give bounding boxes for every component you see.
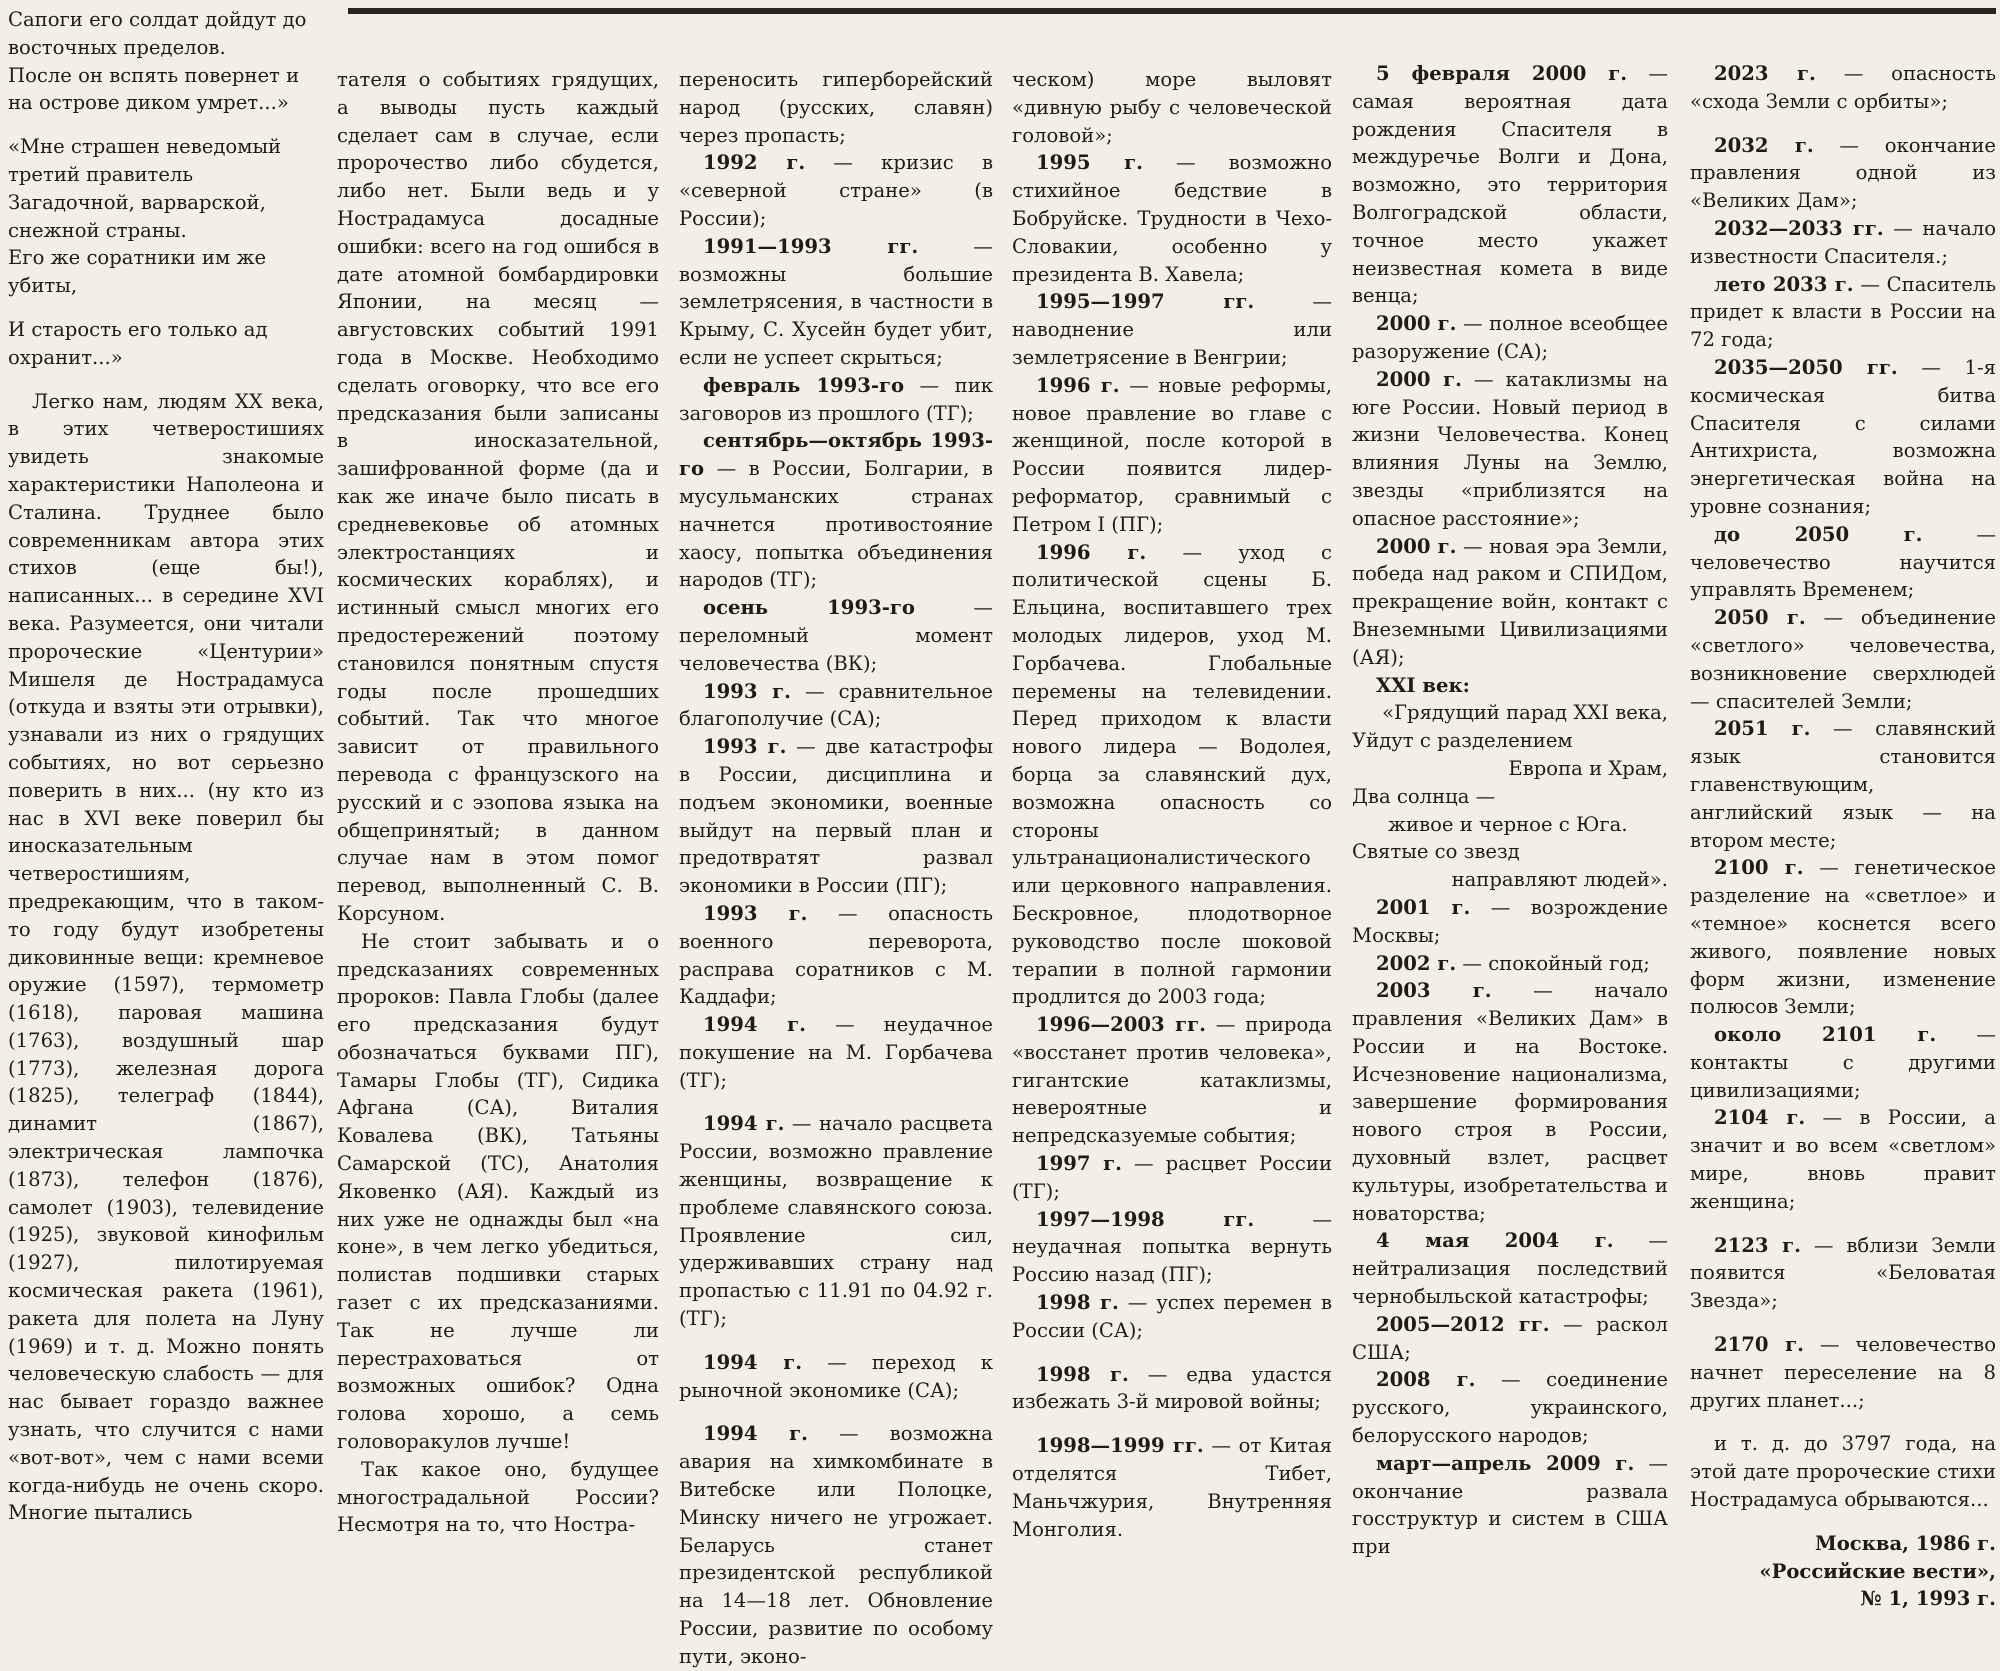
paragraph-text: — человечество научится управлять Временем;: [1690, 522, 1996, 602]
paragraph-text: Уйдут с разделением: [1352, 729, 1573, 753]
paragraph: [1352, 672, 1668, 700]
paragraph: [337, 66, 659, 928]
paragraph: [337, 1456, 659, 1539]
column-6: [1690, 60, 1996, 1613]
paragraph: [679, 149, 993, 232]
paragraph-text: — начало расцвета России, возможно правление женщины, возвращение к проблеме славянского союза. Проявление сил, удерживавших страну над пропастью с 11.91 по 04.92 г. (ТГ);: [679, 1112, 993, 1331]
paragraph: [1352, 1311, 1668, 1367]
entry-date: 2000 г.: [1376, 312, 1457, 336]
entry-date: 5 февраля 2000 г.: [1376, 62, 1628, 85]
paragraph: [1352, 1227, 1668, 1310]
paragraph-text: — соединение русского, украинского, белорусского народов;: [1352, 1368, 1668, 1448]
paragraph-text: — неудачное покушение на М. Горбачева (ТГ);: [679, 1013, 993, 1092]
entry-date: 1996—2003 гг.: [1036, 1013, 1206, 1037]
paragraph-text: — человечество начнет переселение на 8 других планет...;: [1690, 1333, 1996, 1412]
paragraph-text: Москва, 1986 г.: [1815, 1531, 1996, 1555]
paragraph: [1012, 288, 1332, 371]
entry-date: лето 2033 г.: [1714, 272, 1854, 296]
entry-date: осень 1993-го: [703, 596, 915, 620]
entry-date: 1994 г.: [703, 1422, 808, 1446]
entry-date: 1995—1997 гг.: [1036, 290, 1255, 314]
entry-date: до 2050 г.: [1714, 522, 1923, 546]
paragraph-text: направляют людей».: [1451, 868, 1668, 892]
paragraph-text: «Мне страшен неведомый третий правитель: [8, 135, 282, 186]
paragraph-text: — контакты с другими цивилизациями;: [1690, 1023, 1996, 1102]
paragraph: [679, 594, 993, 677]
paragraph-text: — раскол США;: [1352, 1312, 1668, 1364]
top-rule: [348, 8, 1996, 14]
entry-date: 1994 г.: [703, 1013, 806, 1037]
paragraph-text: — в России, Болгарии, в мусульманских странах начнется противостояние хаосу, попытка объединения народов (ТГ);: [679, 457, 993, 592]
paragraph-text: — возрождение Москвы;: [1352, 895, 1668, 947]
paragraph: [1690, 271, 1996, 354]
paragraph: [1690, 1232, 1996, 1315]
paragraph: [679, 233, 993, 372]
paragraph: [679, 1420, 993, 1670]
paragraph: [1352, 60, 1668, 310]
entry-date: 2000 г.: [1376, 534, 1457, 558]
paragraph: [679, 678, 993, 734]
entry-date: 2008 г.: [1376, 1368, 1476, 1392]
entry-date: 1992 г.: [703, 151, 806, 175]
column-2: [337, 66, 659, 1539]
entry-date: 2000 г.: [1376, 367, 1462, 391]
paragraph: [1352, 310, 1668, 366]
paragraph: [8, 62, 324, 118]
paragraph-text: — начало правления «Великих Дам» в России и на Востоке. Исчезновение национализма, завершение формирования нового строя в России, духовный взлет, расцвет культуры, изобретательства и новаторства;: [1352, 979, 1668, 1225]
paragraph: [1012, 372, 1332, 539]
paragraph: [1012, 66, 1332, 149]
entry-date: 4 мая 2004 г.: [1376, 1229, 1614, 1253]
paragraph-text: — самая вероятная дата рождения Спасителя в междуречье Волги и Дона, возможно, это территория Волгоградской области, точное место укажет неизвестная комета в виде венца;: [1352, 62, 1668, 308]
entry-date: 2032—2033 гг.: [1714, 216, 1884, 240]
paragraph: [1690, 715, 1996, 854]
paragraph: [1012, 149, 1332, 288]
paragraph: [679, 372, 993, 428]
entry-date: 1995 г.: [1036, 151, 1143, 175]
paragraph: [1012, 1150, 1332, 1206]
entry-date: 2104 г.: [1714, 1106, 1806, 1130]
entry-date: 2001 г.: [1376, 895, 1471, 919]
paragraph: [1352, 838, 1668, 866]
entry-date: 1998—1999 гг.: [1036, 1434, 1204, 1458]
paragraph: [1690, 521, 1996, 604]
paragraph-text: Два солнца —: [1352, 784, 1496, 808]
column-1: [8, 6, 324, 1527]
paragraph: [1352, 894, 1668, 950]
paragraph: [1352, 950, 1668, 978]
paragraph-text: — от Китая отделятся Тибет, Маньчжурия, Внутренняя Монголия.: [1012, 1434, 1332, 1541]
paragraph: [8, 244, 324, 300]
paragraph: [8, 388, 324, 1528]
entry-date: 1993 г.: [703, 901, 808, 925]
entry-date: 1998 г.: [1036, 1362, 1129, 1386]
paragraph-text: — возможно стихийное бедствие в Бобруйске. Трудности в Чехо-Словакии, особенно у президента В. Хавела;: [1012, 151, 1332, 286]
paragraph-text: — опасность «схода Земли с орбиты»;: [1690, 62, 1996, 113]
entry-date: 1996 г.: [1036, 540, 1147, 564]
paragraph-text: — наводнение или землетрясение в Венгрии;: [1012, 290, 1332, 369]
paragraph-text: — переломный момент человечества (ВК);: [679, 596, 993, 675]
paragraph-text: — в России, а значит и во всем «светлом» мире, вновь правит женщина;: [1690, 1106, 1996, 1213]
entry-date: 2123 г.: [1714, 1233, 1801, 1257]
paragraph: [679, 733, 993, 900]
entry-date: 2035—2050 гг.: [1714, 355, 1898, 379]
paragraph-text: — нейтрализация последствий чернобыльской катастрофы;: [1352, 1229, 1668, 1309]
paragraph: [1690, 1585, 1996, 1613]
entry-date: март—апрель 2009 г.: [1376, 1451, 1635, 1475]
paragraph: [1352, 366, 1668, 533]
column-5: [1352, 60, 1668, 1561]
paragraph: [8, 6, 324, 62]
paragraph: [8, 189, 324, 245]
paragraph-text: — опасность военного переворота, расправа соратников с М. Каддафи;: [679, 901, 993, 1009]
paragraph: [1352, 783, 1668, 811]
paragraph-text: Загадочной, варварской, снежной страны.: [8, 190, 266, 242]
paragraph-text: — переход к рыночной экономике (СА);: [679, 1350, 993, 1402]
paragraph-text: «Российские вести»,: [1759, 1559, 1996, 1583]
paragraph: [1690, 1331, 1996, 1414]
paragraph-text: № 1, 1993 г.: [1860, 1587, 1996, 1611]
paragraph: [1690, 1430, 1996, 1513]
paragraph: [1352, 533, 1668, 672]
entry-date: 2050 г.: [1714, 606, 1806, 630]
paragraph-text: — неудачная попытка вернуть Россию назад (ПГ);: [1012, 1207, 1332, 1287]
paragraph-text: Европа и Храм,: [1508, 756, 1668, 780]
paragraph: [679, 900, 993, 1011]
paragraph: [1690, 1104, 1996, 1215]
paragraph-text: — уход с политической сцены Б. Ельцина, воспитавшего трех молодых лидеров, уход М. Горбачева. Глобальные перемены на телевидении. Перед приходом к власти нового лидера — Водолея, борца за славянский дух, возможна опасность со стороны ультранационалистического или церковного направления. Бескровное, плодотворное руководство после шоковой терапии в полной гармонии продлится до 2003 года;: [1012, 540, 1332, 1009]
paragraph-text: — полное всеобщее разоружение (СА);: [1352, 312, 1668, 363]
paragraph-text: — 1-я космическая битва Спасителя с силами Антихриста, возможна энергетическая война на уровне сознания;: [1690, 355, 1996, 518]
paragraph: [1690, 1558, 1996, 1586]
paragraph-text: — расцвет России (ТГ);: [1012, 1152, 1332, 1203]
paragraph: [1012, 1432, 1332, 1543]
paragraph: [1352, 727, 1668, 755]
paragraph-text: — генетическое разделение на «светлое» и «темное» коснется всего живого, появление новых форм жизни, изменение полюсов Земли;: [1690, 856, 1996, 1019]
paragraph-text: — возможны большие землетрясения, в частности в Крыму, С. Хусейн будет убит, если не успеет скрыться;: [679, 234, 993, 369]
paragraph: [337, 928, 659, 1456]
paragraph: [679, 427, 993, 594]
entry-date: 1993 г.: [703, 735, 787, 759]
paragraph: [1690, 1021, 1996, 1104]
entry-date: 2003 г.: [1376, 979, 1492, 1003]
paragraph: [1352, 1450, 1668, 1561]
entry-date: 2002 г.: [1376, 951, 1457, 975]
paragraph-text: Святые со звезд: [1352, 840, 1520, 864]
entry-date: 1991—1993 гг.: [703, 234, 919, 258]
paragraph-text: — едва удастся избежать 3-й мировой войны;: [1012, 1362, 1332, 1414]
column-4: [1012, 66, 1332, 1543]
paragraph: [679, 1110, 993, 1332]
paragraph-text: — сравнительное благополучие (СА);: [679, 679, 993, 731]
paragraph-text: Не стоит забывать и о предсказаниях современных пророков: Павла Глобы (далее его предсказания будут обозначаться буквами ПГ), Тамары Глобы (ТГ), Сидика Афгана (СА), Виталия Ковалева (ВК), Татьяны Самарской (ТС), Анатолия Яковенко (АЯ). Каждый из них уже не однажды был «на коне», в чем легко убедиться, полистав подшивки старых газет с их предсказаниями. Так не лучше ли перестраховаться от возможных ошибок? Одна голова хорошо, а семь головоракулов лучше!: [337, 929, 659, 1454]
entry-date: 2005—2012 гг.: [1376, 1312, 1550, 1336]
paragraph-text: — славянский язык становится главенствующим, английский язык — на втором месте;: [1690, 717, 1996, 852]
entry-date: февраль 1993-го: [703, 373, 905, 397]
paragraph: [1690, 1530, 1996, 1558]
paragraph: [1352, 866, 1668, 894]
paragraph: [1352, 1366, 1668, 1449]
entry-date: 1996 г.: [1036, 373, 1120, 397]
entry-date: 2051 г.: [1714, 717, 1811, 741]
paragraph-text: — новая эра Земли, победа над раком и СПИДом, прекращение войн, контакт с Внеземными Цивилизациями (АЯ);: [1352, 534, 1668, 669]
paragraph-text: — объединение «светлого» человечества, возникновение сверхлюдей — спасителей Земли;: [1690, 606, 1996, 713]
paragraph-text: — две катастрофы в России, дисциплина и подъем экономики, военные выйдут на первый план и предотвратят развал экономики в России (ПГ);: [679, 735, 993, 898]
paragraph-text: Так какое оно, будущее многострадальной России? Несмотря на то, что Нострa-: [337, 1457, 659, 1537]
paragraph: [1690, 215, 1996, 271]
paragraph: [1352, 699, 1668, 727]
paragraph-text: Его же соратники им же убиты,: [8, 246, 267, 298]
entry-date: 1993 г.: [703, 679, 791, 703]
paragraph-text: — вблизи Земли появится «Беловатая Звезда»;: [1690, 1233, 1996, 1313]
paragraph-text: — новые реформы, новое правление во главе с женщиной, после которой в России появится лидер-реформатор, сравнимый с Петром I (ПГ);: [1012, 373, 1332, 536]
entry-date: XXI век:: [1376, 673, 1470, 697]
entry-date: 1994 г.: [703, 1350, 803, 1374]
paragraph: [679, 66, 993, 149]
paragraph: [1012, 1361, 1332, 1417]
paragraph-text: Сапоги его солдат дойдут до восточных пределов.: [8, 8, 307, 59]
entry-date: 2023 г.: [1714, 62, 1816, 85]
paragraph-text: — начало известности Спасителя.;: [1690, 216, 1996, 268]
paragraph-text: После он вспять повернет и на острове диком умрет...»: [8, 63, 300, 115]
entry-date: 1997—1998 гг.: [1036, 1207, 1255, 1231]
paragraph: [679, 1011, 993, 1094]
paragraph: [8, 316, 324, 372]
paragraph: [1690, 854, 1996, 1021]
paragraph: [1012, 1289, 1332, 1345]
entry-date: 1997 г.: [1036, 1152, 1122, 1176]
paragraph-text: — Спаситель придет к власти в России на 72 года;: [1690, 272, 1996, 352]
paragraph: [1690, 604, 1996, 715]
paragraph-text: и т. д. до 3797 года, на этой дате пророческие стихи Нострадамуса обрываются...: [1690, 1432, 1996, 1512]
entry-date: сентябрь—октябрь 1993-го: [679, 429, 993, 481]
paragraph-text: — успех перемен в России (СА);: [1012, 1291, 1332, 1342]
paragraph-text: — окончание правления одной из «Великих Дам»;: [1690, 133, 1996, 213]
paragraph: [679, 1349, 993, 1405]
paragraph: [1012, 1011, 1332, 1150]
entry-date: около 2101 г.: [1714, 1023, 1937, 1047]
paragraph-text: — пик заговоров из прошлого (ТГ);: [679, 373, 993, 425]
paragraph-text: живое и черное с Юга.: [1388, 812, 1628, 836]
paragraph: [1352, 811, 1668, 839]
paragraph-text: тателя о событиях грядущих, а выводы пусть каждый сделает сам в случае, если пророчество либо сбудется, либо нет. Были ведь и у Нострадамуса досадные ошибки: всего на год ошибся в дате атомной бомбардировки Японии, на месяц —августовских событий 1991 года в Москве. Необходимо сделать оговорку, что все его предсказания были записаны в иносказательной, зашифрованной форме (да и как же иначе было писать в средневековье об атомных электростанциях и космических кораблях), и истинный смысл многих его предостережений поэтому становился понятным спустя годы после прошедших событий. Так что многое зависит от правильного перевода с французского на русский и с эзопова языка на общепринятый; в данном случае нам в этом помог перевод, выполненный С. В. Корсуном.: [337, 68, 659, 925]
paragraph: [1690, 354, 1996, 521]
entry-date: 2170 г.: [1714, 1333, 1804, 1357]
paragraph: [1690, 132, 1996, 215]
entry-date: 1998 г.: [1036, 1291, 1119, 1315]
paragraph-text: — возможна авария на химкомбинате в Витебске или Полоцке, Минску ничего не угрожает. Беларусь станет президентской республикой на 14—18 лет. Обновление России, развитие по особому пути, эконо-: [679, 1422, 993, 1668]
entry-date: 2100 г.: [1714, 856, 1804, 880]
paragraph-text: — окончание развала госструктур и систем в США при: [1352, 1451, 1668, 1559]
column-3: [679, 66, 993, 1671]
paragraph-text: ческом) море выловят «дивную рыбу с человеческой головой»;: [1012, 68, 1332, 147]
entry-date: 1994 г.: [703, 1112, 785, 1136]
entry-date: 2032 г.: [1714, 133, 1814, 157]
paragraph: [1352, 755, 1668, 783]
paragraph: [1012, 1206, 1332, 1289]
paragraph-text: — природа «восстанет против человека», гигантские катаклизмы, невероятные и непредсказуемые события;: [1012, 1013, 1332, 1148]
paragraph: [1012, 539, 1332, 1012]
paragraph-text: — спокойный год;: [1456, 951, 1650, 975]
paragraph: [8, 133, 324, 189]
paragraph-text: — кризис в «северной стране» (в России);: [679, 151, 993, 230]
paragraph: [1352, 977, 1668, 1227]
paragraph: [1690, 60, 1996, 116]
paragraph-text: И старость его только ад охранит...»: [8, 317, 268, 369]
paragraph-text: — катаклизмы на юге России. Новый период в жизни Человечества. Конец влияния Луны на Землю, звезды «приблизятся на опасное расстояние»;: [1352, 367, 1668, 530]
paragraph-text: переносить гиперборейский народ (русских, славян) через пропасть;: [679, 68, 993, 147]
paragraph-text: Легко нам, людям XX века, в этих четверостишиях увидеть знакомые характеристики Наполеона и Сталина. Труднее было современникам автора этих стихов (еще бы!), написанных... в середине XVI века. Разумеется, они читали пророческие «Центурии» Мишеля де Нострадамуса (откуда и взяты эти отрывки), узнавали из них о грядущих событиях, но вот серьезно поверить в них... (ну кто из нас в XVI веке поверил бы иносказательным четверостишиям, предрекающим, что в таком-то году будут изобретены диковинные вещи: кремневое оружие (1597), термометр (1618), паровая машина (1763), воздушный шар (1773), железная дорога (1825), телеграф (1844), динамит (1867), электрическая лампочка (1873), телефон (1876), самолет (1903), телевидение (1925), звуковой кинофильм (1927), пилотируемая космическая ракета (1961), ракета для полета на Луну (1969) и т. д. Можно понять человеческую слабость — для нас бывает гораздо важнее узнать, что случится с нами «вот-вот», чем с нами всеми когда-нибудь не очень скоро. Многие пытались: [8, 389, 324, 1525]
paragraph-text: «Грядущий парад XXI века,: [1382, 701, 1668, 725]
